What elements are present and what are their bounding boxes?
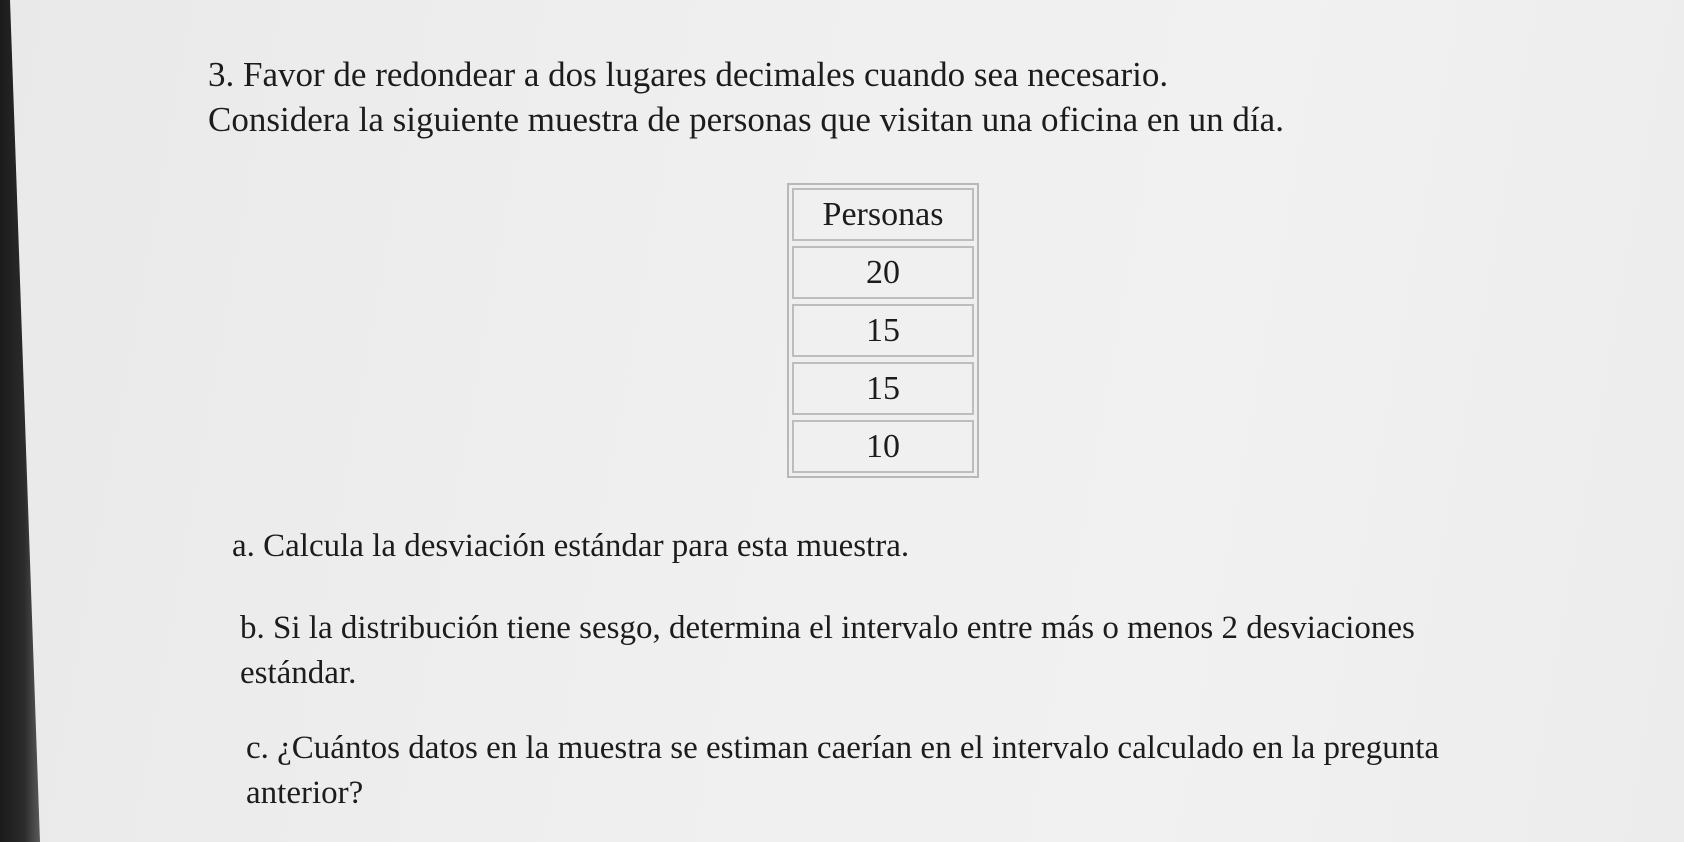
question-a: a. Calcula la desviación estándar para esta muestra. [232, 528, 910, 564]
problem-statement [208, 52, 1284, 142]
problem-context: Considera la siguiente muestra de personas que visitan una oficina en un día. [208, 100, 1284, 139]
data-table-frame [787, 183, 979, 478]
question-b: b. Si la distribución tiene sesgo, determina el intervalo entre más o menos 2 desviaciones estándar. [240, 610, 1415, 691]
question-c: c. ¿Cuántos datos en la muestra se estiman caerían en el intervalo calculado en la pregunta anterior? [246, 730, 1440, 811]
table-row [792, 304, 974, 357]
data-table [792, 183, 974, 478]
table-row [792, 420, 974, 473]
problem-instruction: 3. Favor de redondear a dos lugares decimales cuando sea necesario. [208, 55, 1169, 94]
table-row [792, 362, 974, 415]
table-cell: 10 [792, 420, 974, 473]
table-row [792, 246, 974, 299]
table-cell: 15 [792, 362, 974, 415]
table-header-personas: Personas [792, 188, 974, 241]
table-cell: 20 [792, 246, 974, 299]
table-cell: 15 [792, 304, 974, 357]
table-header-row [792, 188, 974, 241]
